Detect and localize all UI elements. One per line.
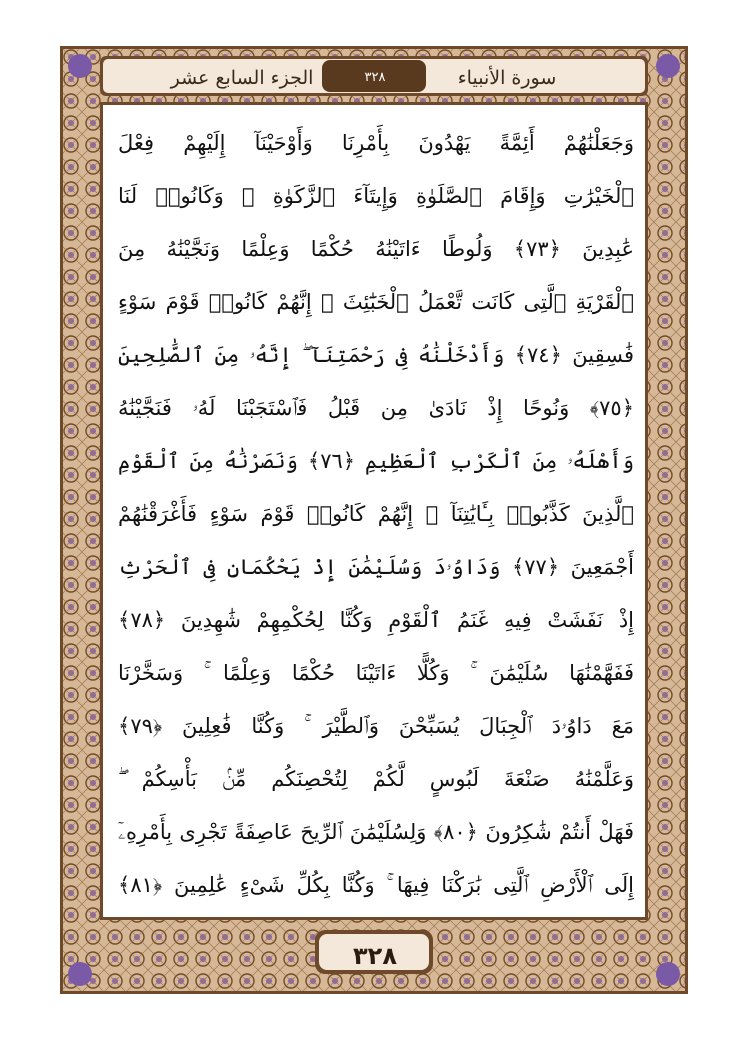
text-line: ٱلْقَرْيَةِ ٱلَّتِى كَانَت تَّعْمَلُ ٱلْخَبَٰٓئِثَ ۗ إِنَّهُمْ كَانُوا۟ قَوْمَ سَوْءٍ (118, 290, 634, 314)
juz-label: الجزء السابع عشر (170, 67, 314, 89)
text-line: ﴿٧٥﴾ وَنُوحًا إِذْ نَادَىٰ مِن قَبْلُ فَٱسْتَجَبْنَا لَهُۥ فَنَجَّيْنَٰهُ (118, 396, 634, 420)
header-page-badge: ٣٢٨ (364, 70, 386, 85)
text-line: فَهَلْ أَنتُمْ شَٰكِرُونَ ﴿٨٠﴾ وَلِسُلَيْمَٰنَ ٱلرِّيحَ عَاصِفَةً تَجْرِى بِأَمْرِهِۦٓ (118, 820, 634, 844)
quran-text (118, 118, 634, 913)
text-line: ٱلَّذِينَ كَذَّبُوا۟ بِـَٔايَٰتِنَآ ۚ إِنَّهُمْ كَانُوا۟ قَوْمَ سَوْءٍ فَأَغْرَقْنَٰهُمْ (118, 502, 634, 526)
text-line: أَجْمَعِينَ ﴿٧٧﴾ وَدَاوُۥدَ وَسُلَيْمَٰنَ إِذْ يَحْكُمَانِ فِى ٱلْحَرْثِ (118, 555, 634, 579)
text-line: فَفَهَّمْنَٰهَا سُلَيْمَٰنَ ۚ وَكُلًّا ءَاتَيْنَا حُكْمًا وَعِلْمًا ۚ وَسَخَّرْنَا (118, 661, 634, 685)
text-line: إِذْ نَفَشَتْ فِيهِ غَنَمُ ٱلْقَوْمِ وَكُنَّا لِحُكْمِهِمْ شَٰهِدِينَ ﴿٧٨﴾ (118, 608, 634, 632)
text-line: عَٰبِدِينَ ﴿٧٣﴾ وَلُوطًا ءَاتَيْنَٰهُ حُكْمًا وَعِلْمًا وَنَجَّيْنَٰهُ مِنَ (118, 237, 634, 261)
text-line: مَعَ دَاوُۥدَ ٱلْجِبَالَ يُسَبِّحْنَ وَٱلطَّيْرَ ۚ وَكُنَّا فَٰعِلِينَ ﴿٧٩﴾ (118, 714, 634, 738)
text-line: وَعَلَّمْنَٰهُ صَنْعَةَ لَبُوسٍ لَّكُمْ لِتُحْصِنَكُم مِّنۢ بَأْسِكُمْ ۖ (118, 767, 634, 791)
text-line: فَٰسِقِينَ ﴿٧٤﴾ وَأَدْخَلْنَٰهُ فِى رَحْمَتِنَآ ۖ إِنَّهُۥ مِنَ ٱلصَّٰلِحِينَ (118, 343, 634, 367)
surah-label: سورة الأنبياء (457, 67, 557, 89)
page-number: ٣٢٨ (353, 942, 397, 970)
text-line: وَأَهْلَهُۥ مِنَ ٱلْكَرْبِ ٱلْعَظِيمِ ﴿٧٦﴾ وَنَصَرْنَٰهُ مِنَ ٱلْقَوْمِ (118, 449, 634, 473)
text-line: وَجَعَلْنَٰهُمْ أَئِمَّةً يَهْدُونَ بِأَمْرِنَا وَأَوْحَيْنَآ إِلَيْهِمْ فِعْلَ (118, 131, 634, 155)
text-line: إِلَى ٱلْأَرْضِ ٱلَّتِى بَٰرَكْنَا فِيهَا ۚ وَكُنَّا بِكُلِّ شَىْءٍ عَٰلِمِينَ ﴿٨١﴾ (118, 873, 634, 897)
text-line: ٱلْخَيْرَٰتِ وَإِقَامَ ٱلصَّلَوٰةِ وَإِيتَآءَ ٱلزَّكَوٰةِ ۖ وَكَانُوا۟ لَنَا (118, 184, 634, 208)
